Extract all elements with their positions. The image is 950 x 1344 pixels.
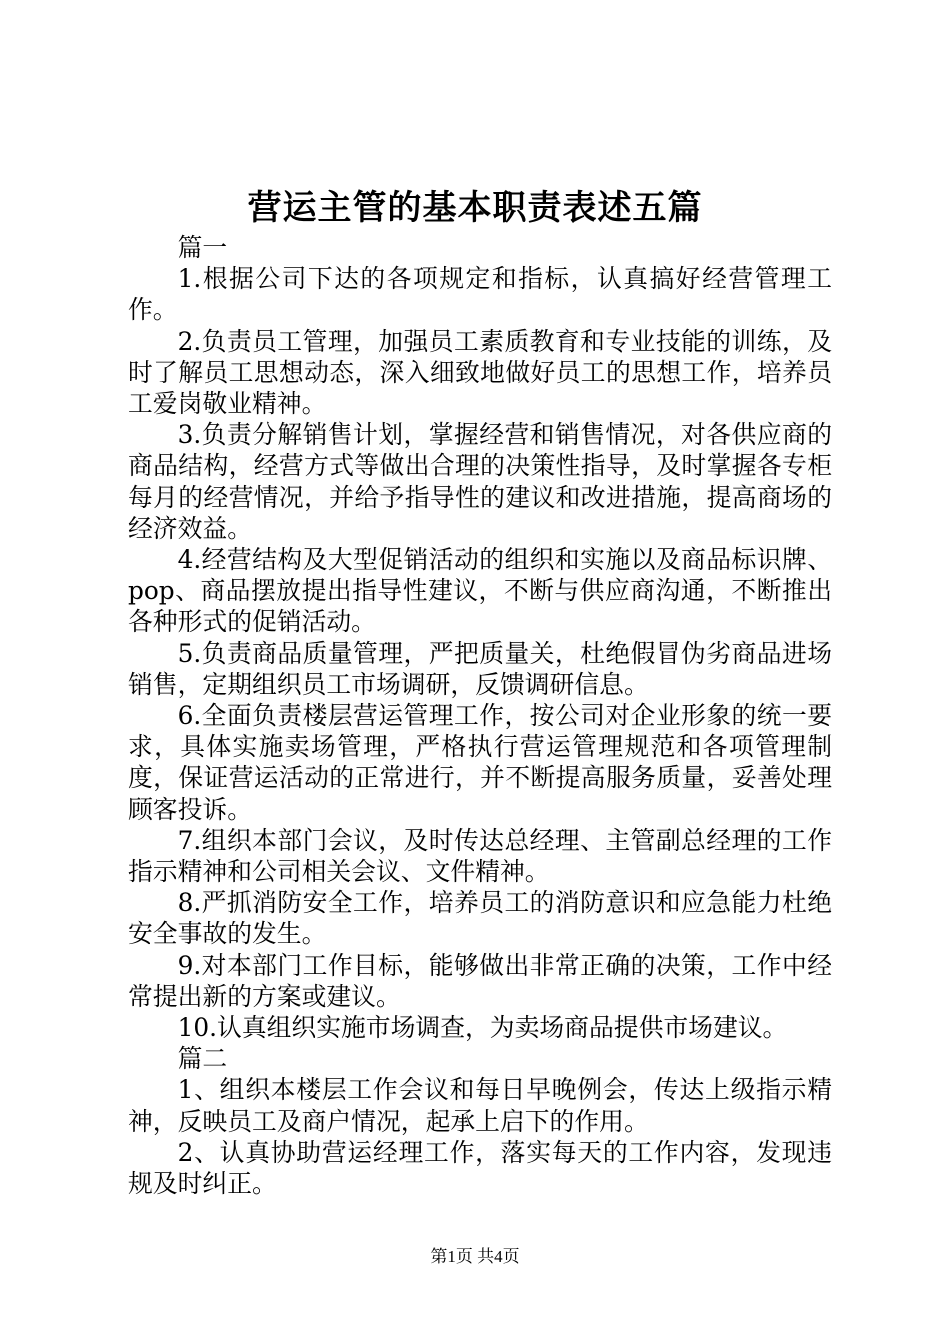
paragraph: 4.经营结构及大型促销活动的组织和实施以及商品标识牌、pop、商品摆放提出指导性建议，不断与供应商沟通，不断推出各种形式的促销活动。 <box>128 545 832 637</box>
paragraph: 2.负责员工管理，加强员工素质教育和专业技能的训练，及时了解员工思想动态，深入细致地做好员工的思想工作，培养员工爱岗敬业精神。 <box>128 326 832 419</box>
paragraph: 10.认真组织实施市场调查，为卖场商品提供市场建议。 <box>177 1013 788 1043</box>
section-heading-2: 篇二 <box>177 1044 228 1074</box>
paragraph: 1、组织本楼层工作会议和每日早晚例会，传达上级指示精神，反映员工及商户情况，起承上启下的作用。 <box>128 1075 832 1136</box>
paragraph: 1.根据公司下达的各项规定和指标，认真搞好经营管理工作。 <box>128 264 832 325</box>
paragraph: 2、认真协助营运经理工作，落实每天的工作内容，发现违规及时纠正。 <box>128 1137 832 1199</box>
page-footer: 第1页 共4页 <box>430 1247 520 1266</box>
paragraph: 3.负责分解销售计划，掌握经营和销售情况，对各供应商的商品结构，经营方式等做出合理的决策性指导，及时掌握各专柜每月的经营情况，并给予指导性的建议和改进措施，提高商场的经济效益。 <box>128 420 832 543</box>
paragraph: 6.全面负责楼层营运管理工作，按公司对企业形象的统一要求，具体实施卖场管理，严格执行营运管理规范和各项管理制度，保证营运活动的正常进行，并不断提高服务质量，妥善处理顾客投诉。 <box>128 701 832 824</box>
paragraph: 8.严抓消防安全工作，培养员工的消防意识和应急能力杜绝安全事故的发生。 <box>128 888 832 949</box>
paragraph: 5.负责商品质量管理，严把质量关，杜绝假冒伪劣商品进场销售，定期组织员工市场调研，反馈调研信息。 <box>128 638 832 699</box>
paragraph: 7.组织本部门会议，及时传达总经理、主管副总经理的工作指示精神和公司相关会议、文件精神。 <box>128 825 832 887</box>
paragraph: 9.对本部门工作目标，能够做出非常正确的决策，工作中经常提出新的方案或建议。 <box>128 950 832 1011</box>
section-heading-1: 篇一 <box>177 233 228 262</box>
document-body <box>128 232 832 1199</box>
document-title: 营运主管的基本职责表述五篇 <box>247 188 703 228</box>
